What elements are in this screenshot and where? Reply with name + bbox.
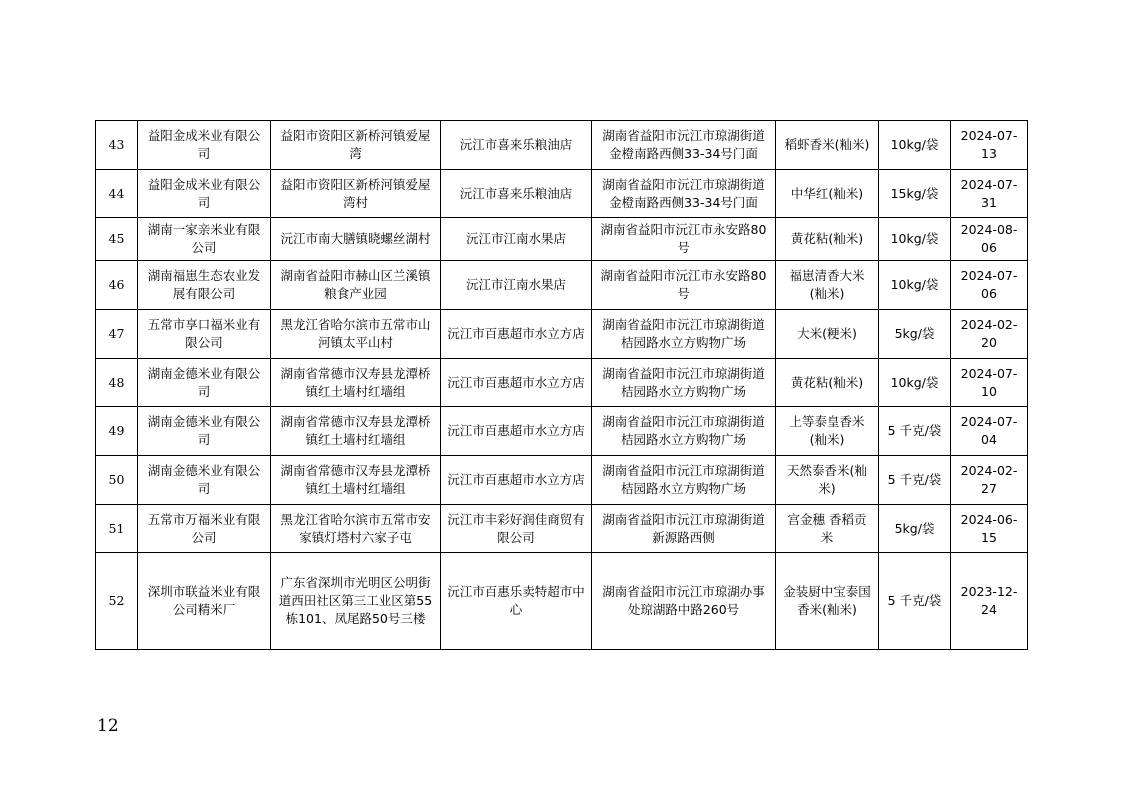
table-row xyxy=(96,359,1028,407)
product-spec-cell: 5kg/袋 xyxy=(879,505,951,553)
production-date-cell: 2024-07-04 xyxy=(951,407,1028,456)
table-row xyxy=(96,218,1028,261)
product-name-cell: 宫金穗 香稻贡米 xyxy=(776,505,879,553)
producer-name-cell: 湖南金德米业有限公司 xyxy=(138,456,271,505)
producer-address-cell: 广东省深圳市光明区公明街道西田社区第三工业区第55栋101、凤尾路50号三楼 xyxy=(271,553,441,650)
production-date-cell: 2024-07-31 xyxy=(951,170,1028,218)
producer-address-cell: 益阳市资阳区新桥河镇爱屋湾村 xyxy=(271,170,441,218)
table-row xyxy=(96,456,1028,505)
product-name-cell: 上等泰皇香米(籼米) xyxy=(776,407,879,456)
production-date-cell: 2023-12-24 xyxy=(951,553,1028,650)
table-row xyxy=(96,121,1028,170)
row-number-cell: 52 xyxy=(96,553,138,650)
table-row xyxy=(96,310,1028,359)
row-number-cell: 51 xyxy=(96,505,138,553)
row-number-cell: 49 xyxy=(96,407,138,456)
production-date-cell: 2024-08-06 xyxy=(951,218,1028,261)
page-number: 12 xyxy=(97,716,119,736)
producer-name-cell: 湖南金德米业有限公司 xyxy=(138,407,271,456)
seller-address-cell: 湖南省益阳市沅江市琼湖街道桔园路水立方购物广场 xyxy=(592,310,776,359)
seller-name-cell: 沅江市喜来乐粮油店 xyxy=(441,121,592,170)
table-row xyxy=(96,261,1028,310)
seller-address-cell: 湖南省益阳市沅江市永安路80号 xyxy=(592,218,776,261)
seller-address-cell: 湖南省益阳市沅江市琼湖街道桔园路水立方购物广场 xyxy=(592,359,776,407)
product-spec-cell: 10kg/袋 xyxy=(879,121,951,170)
producer-name-cell: 益阳金成米业有限公司 xyxy=(138,170,271,218)
product-spec-cell: 5kg/袋 xyxy=(879,310,951,359)
seller-name-cell: 沅江市百惠超市水立方店 xyxy=(441,407,592,456)
producer-name-cell: 湖南福崽生态农业发展有限公司 xyxy=(138,261,271,310)
product-spec-cell: 10kg/袋 xyxy=(879,359,951,407)
table-body xyxy=(96,121,1028,650)
seller-address-cell: 湖南省益阳市沅江市琼湖街道金橙南路西侧33-34号门面 xyxy=(592,170,776,218)
production-date-cell: 2024-06-15 xyxy=(951,505,1028,553)
producer-address-cell: 湖南省常德市汉寿县龙潭桥镇红土墙村红墙组 xyxy=(271,456,441,505)
row-number-cell: 50 xyxy=(96,456,138,505)
product-name-cell: 金装厨中宝泰国香米(籼米) xyxy=(776,553,879,650)
row-number-cell: 46 xyxy=(96,261,138,310)
production-date-cell: 2024-02-20 xyxy=(951,310,1028,359)
table-row xyxy=(96,505,1028,553)
row-number-cell: 44 xyxy=(96,170,138,218)
product-spec-cell: 15kg/袋 xyxy=(879,170,951,218)
product-spec-cell: 10kg/袋 xyxy=(879,261,951,310)
product-spec-cell: 5 千克/袋 xyxy=(879,407,951,456)
product-name-cell: 黄花粘(籼米) xyxy=(776,218,879,261)
product-name-cell: 黄花粘(籼米) xyxy=(776,359,879,407)
producer-name-cell: 五常市享口福米业有限公司 xyxy=(138,310,271,359)
producer-address-cell: 湖南省常德市汉寿县龙潭桥镇红土墙村红墙组 xyxy=(271,407,441,456)
production-date-cell: 2024-02-27 xyxy=(951,456,1028,505)
seller-name-cell: 沅江市百惠超市水立方店 xyxy=(441,359,592,407)
seller-address-cell: 湖南省益阳市沅江市永安路80号 xyxy=(592,261,776,310)
sampling-table xyxy=(95,120,1028,650)
seller-name-cell: 沅江市丰彩好润佳商贸有限公司 xyxy=(441,505,592,553)
producer-address-cell: 湖南省常德市汉寿县龙潭桥镇红土墙村红墙组 xyxy=(271,359,441,407)
table-row xyxy=(96,407,1028,456)
row-number-cell: 45 xyxy=(96,218,138,261)
production-date-cell: 2024-07-13 xyxy=(951,121,1028,170)
producer-name-cell: 深圳市联益米业有限公司精米厂 xyxy=(138,553,271,650)
seller-name-cell: 沅江市江南水果店 xyxy=(441,261,592,310)
seller-address-cell: 湖南省益阳市沅江市琼湖街道新源路西侧 xyxy=(592,505,776,553)
producer-name-cell: 湖南金德米业有限公司 xyxy=(138,359,271,407)
product-spec-cell: 5 千克/袋 xyxy=(879,456,951,505)
seller-name-cell: 沅江市百惠超市水立方店 xyxy=(441,310,592,359)
seller-name-cell: 沅江市百惠乐卖特超市中心 xyxy=(441,553,592,650)
seller-name-cell: 沅江市江南水果店 xyxy=(441,218,592,261)
product-name-cell: 天然泰香米(籼米) xyxy=(776,456,879,505)
row-number-cell: 43 xyxy=(96,121,138,170)
product-name-cell: 稻虾香米(籼米) xyxy=(776,121,879,170)
production-date-cell: 2024-07-06 xyxy=(951,261,1028,310)
producer-name-cell: 五常市万福米业有限公司 xyxy=(138,505,271,553)
seller-address-cell: 湖南省益阳市沅江市琼湖街道金橙南路西侧33-34号门面 xyxy=(592,121,776,170)
row-number-cell: 48 xyxy=(96,359,138,407)
producer-address-cell: 黑龙江省哈尔滨市五常市安家镇灯塔村六家子屯 xyxy=(271,505,441,553)
seller-address-cell: 湖南省益阳市沅江市琼湖办事处琼湖路中路260号 xyxy=(592,553,776,650)
product-spec-cell: 10kg/袋 xyxy=(879,218,951,261)
seller-name-cell: 沅江市喜来乐粮油店 xyxy=(441,170,592,218)
producer-name-cell: 益阳金成米业有限公司 xyxy=(138,121,271,170)
producer-address-cell: 沅江市南大膳镇晓螺丝湖村 xyxy=(271,218,441,261)
row-number-cell: 47 xyxy=(96,310,138,359)
producer-address-cell: 黑龙江省哈尔滨市五常市山河镇太平山村 xyxy=(271,310,441,359)
producer-name-cell: 湖南一家亲米业有限公司 xyxy=(138,218,271,261)
table-row xyxy=(96,170,1028,218)
product-spec-cell: 5 千克/袋 xyxy=(879,553,951,650)
production-date-cell: 2024-07-10 xyxy=(951,359,1028,407)
product-name-cell: 大米(粳米) xyxy=(776,310,879,359)
producer-address-cell: 益阳市资阳区新桥河镇爱屋湾 xyxy=(271,121,441,170)
table-row xyxy=(96,553,1028,650)
producer-address-cell: 湖南省益阳市赫山区兰溪镇粮食产业园 xyxy=(271,261,441,310)
seller-address-cell: 湖南省益阳市沅江市琼湖街道桔园路水立方购物广场 xyxy=(592,407,776,456)
product-name-cell: 福崽清香大米(籼米) xyxy=(776,261,879,310)
seller-name-cell: 沅江市百惠超市水立方店 xyxy=(441,456,592,505)
product-name-cell: 中华红(籼米) xyxy=(776,170,879,218)
seller-address-cell: 湖南省益阳市沅江市琼湖街道桔园路水立方购物广场 xyxy=(592,456,776,505)
